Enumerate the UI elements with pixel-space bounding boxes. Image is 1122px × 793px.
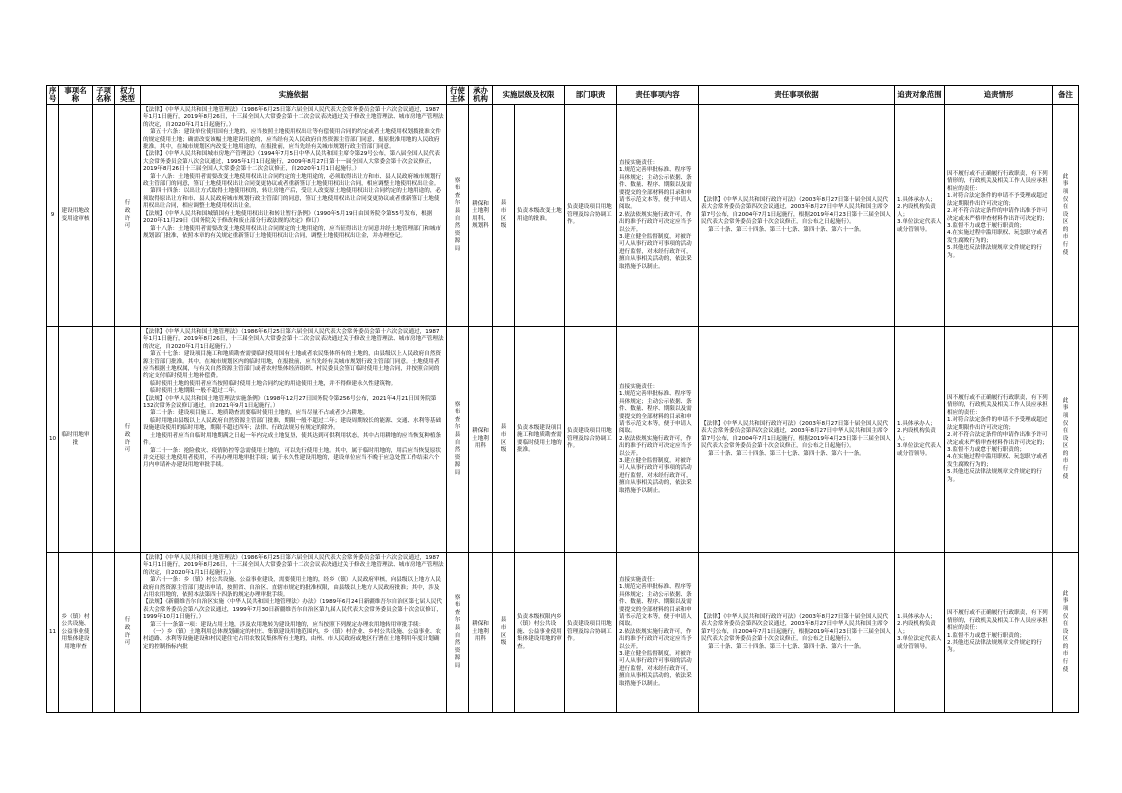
row-basis: 【法律】《中华人民共和国土地管理法》（1986年6月25日第六届全国人民代表大会常务委员会第十六次会议通过，1987年1月1日施行，2019年8月26日，十三届全国人大常委会第十二次会议表决通过关于修改土地管理法、城市房地产管理法的决定，自2020年1月1日起施行。） 第五十六条：建设单位使用国有土地的，应当按照土地使用权出让等有偿使用合同的约定或者土地使用权划拨批准文件的规定使用土地；确需改变该幅土地建设用途的，应当经有关人民政府自然资源主管部门同意，报原批准用地的人民政府批准。其中，在城市规划区内改变土地用途的，在报批前，应当先经有关城市规划行政主管部门同意。 【法律】《中华人民共和国城市房地产管理法》（1994年7月5日中华人民共和国主席令第29号公布，第八届全国人民代表大会常务委员会第八次会议通过，1995年1月1日起施行，2009年8月27日第十一届全国人大常委会第十次会议修正，2019年8月26日十三届全国人大常委会第十二次会议修正，自2020年1月1日起施行。） 第十八条：土地使用者需要改变土地使用权出让合同约定的土地用途的，必须取得出让方和市、县人民政府城市规划行政主管部门的同意，签订土地使用权出让合同变更协议或者重新签订土地使用权出让合同，相应调整土地使用权出让金。 第四十四条：以出让方式取得土地使用权的，转让房地产后，受让人改变原土地使用权出让合同约定的土地用途的，必须取得原出让方和市、县人民政府城市规划行政主管部门的同意，签订土地使用权出让合同变更协议或者重新签订土地使用权出让合同，相应调整土地使用权出让金。 【法规】《中华人民共和国城镇国有土地使用权出让和转让暂行条例》（1990年5月19日由国务院令第55号发布，根据2020年11月29日《国务院关于修改和废止部分行政法规的决定》修订） 第十八条：土地使用者需要改变土地使用权出让合同规定的土地用途的，应当征得出让方同意并经土地管理部门和城市规划部门批准，依照本章的有关规定重新签订土地使用权出让合同，调整土地使用权出让金，并办理登记。 [141,105,447,327]
row-type: 行政许可 [124,424,131,454]
row-scope: 1.具体承办人； 2.内设机构负责人； 3.单位法定代表人或分管领导。 [895,553,945,713]
row-agency: 耕保和土地利用科 [469,327,493,553]
header-sub: 子项名称 [93,86,115,105]
row-duty: 负责建设项目用地管理及综合协调工作。 [565,105,617,327]
header-cases: 追责情形 [945,86,1053,105]
row-duty: 负责建设项目用地管理及综合协调工作。 [565,553,617,713]
table-row [47,553,1079,713]
table-header-row [47,86,1079,105]
row-type: 行政许可 [124,200,131,230]
row-scope: 1.具体承办人； 2.内设机构负责人； 3.单位法定代表人或分管领导。 [895,105,945,327]
row-note: 此事项仅在设区的市行使 [1062,397,1069,480]
row-agency: 耕保和土地利用科 [469,553,493,713]
header-level: 实施层级及权限 [493,86,565,105]
row-no: 10 [47,327,59,553]
header-type: 权力类型 [115,86,141,105]
row-content: 直接实施责任： 1.规范完善审批标准、程序等具体规定；主动公示依据、条件、数量、程序、期限以及需要提交的全部材料的目录和申请书示范文本等，便于申请人阅取。 2.依法依规实施行政许可，作出的准予行政许可决定应当予以公开。 3.建立健全监督制度，对被许可人从事行政许可事项的活动进行监督，对未经行政许可，擅自从事相关活动的，依法采取措施予以制止。 [617,105,699,327]
row-subject: 察布查尔县自然资源局 [454,594,461,669]
row-note: 此事项仅在设区的市行使 [1062,590,1069,673]
header-basis: 实施依据 [141,86,447,105]
header-agency: 承办机构 [469,86,493,105]
row-type: 行政许可 [124,617,131,647]
power-list-table [46,85,1079,713]
header-resp-basis: 责任事项依据 [699,86,895,105]
row-no: 9 [47,105,59,327]
header-name: 事项名称 [59,86,93,105]
row-agency: 耕保和土地利用科、规划科 [469,105,493,327]
row-note: 此事项仅在设区的市行使 [1062,173,1069,256]
row-subject: 察布查尔县自然资源局 [454,177,461,252]
row-resp-basis: 【法律】《中华人民共和国行政许可法》（2003年8月27日第十届全国人民代表大会常务委员会第四次会议通过，2003年8月27日中华人民共和国主席令第7号公布，自2004年7月1日起施行，根据2019年4月23日第十三届全国人民代表大会常务委员会第十次会议修正，自公布之日起施行）。 第三十条、第三十四条、第三十七条、第四十条、第六十一条。 [699,327,895,553]
row-cases: 因不履行或不正确履行行政职责，有下列情形的，行政机关及相关工作人员应承担相应的责任： 1.监督不力或怠于履行职责的； 2.其他违反法律法规规章文件规定的行为。 [945,553,1053,713]
header-scope: 追责对象范围 [895,86,945,105]
row-content: 直接实施责任： 1.规范完善审批标准、程序等具体规定；主动公示依据、条件、数量、程序、期限以及需要提交的全部材料的目录和申请书示范文本等，便于申请人阅取。 2.依法依规实施行政许可，作出的准予行政许可决定应当予以公开。 3.建立健全监督制度，对被许可人从事行政许可事项的活动进行监督，对未经行政许可，擅自从事相关活动的，依法采取措施予以制止。 [617,327,699,553]
row-scope: 1.具体承办人； 2.内设机构负责人； 3.单位法定代表人或分管领导。 [895,327,945,553]
row-resp-basis: 【法律】《中华人民共和国行政许可法》（2003年8月27日第十届全国人民代表大会常务委员会第四次会议通过，2003年8月27日中华人民共和国主席令第7号公布，自2004年7月1日起施行，根据2019年4月23日第十三届全国人民代表大会常务委员会第十次会议修正，自公布之日起施行）。 第三十条、第三十四条、第三十七条、第四十条、第六十一条。 [699,105,895,327]
row-level-auth: 负责本级权限内乡（镇）村公共设施、公益事业使用集体建设用地的审查。 [515,553,565,713]
row-cases: 因不履行或不正确履行行政职责，有下列情形的，行政机关及相关工作人员应承担相应的责任： 1.对符合法定条件的申请不予受理或超过法定期限作出许可决定的； 2.对不符合法定条件的申请作出准予许可决定或未严格审查材料作出许可决定的； 3.监督不力或怠于履行职责的； 4.在实施过程中滥用职权、玩忽职守或者发生腐败行为的； 5.其他违反法律法规规章文件规定的行为。 [945,105,1053,327]
row-sub [93,105,115,327]
row-duty: 负责建设项目用地管理及综合协调工作。 [565,327,617,553]
table-row [47,105,1079,327]
row-name: 临时用地审批 [59,327,93,553]
document-page [46,85,1079,713]
row-resp-basis: 【法律】《中华人民共和国行政许可法》（2003年8月27日第十届全国人民代表大会常务委员会第四次会议通过，2003年8月27日中华人民共和国主席令第7号公布，自2004年7月1日起施行，根据2019年4月23日第十三届全国人民代表大会常务委员会第十次会议修正，自公布之日起施行）。 第三十条、第三十四条、第三十七条、第四十条、第六十一条。 [699,553,895,713]
header-duty: 部门职责 [565,86,617,105]
row-level: 县市区级 [500,200,507,230]
row-level: 县市区级 [500,617,507,647]
row-level-auth: 负责本级建设项目施工和地质勘查需要临时使用土地的批准。 [515,327,565,553]
row-basis: 【法律】《中华人民共和国土地管理法》（1986年6月25日第六届全国人民代表大会常务委员会第十六次会议通过，1987年1月1日施行，2019年8月26日，十三届全国人大常委会第十二次会议表决通过关于修改土地管理法、城市房地产管理法的决定，自2020年1月1日起施行。） 第五十七条：建设项目施工和地质勘查需要临时使用国有土地或者农民集体所有的土地的，由县级以上人民政府自然资源主管部门批准。其中，在城市规划区内的临时用地，在报批前，应当先经有关城市规划行政主管部门同意。土地使用者应当根据土地权属，与有关自然资源主管部门或者农村集体经济组织、村民委员会签订临时使用土地合同，并按照合同的约定支付临时使用土地补偿费。 临时使用土地的使用者应当按照临时使用土地合同约定的用途使用土地，并不得修建永久性建筑物。 临时使用土地期限一般不超过二年。 【法规】《中华人民共和国土地管理法实施条例》（1998年12月27日国务院令第256号公布，2021年4月21日国务院第132次常务会议修订通过，自2021年9月1日起施行。） 第二十条：建设项目施工、地质勘查需要临时使用土地的，应当尽量不占或者少占耕地。 临时用地由县级以上人民政府自然资源主管部门批准，期限一般不超过二年；建设周期较长的能源、交通、水利等基础设施建设使用的临时用地，期限不超过四年；法律、行政法规另有规定的除外。 土地使用者应当自临时用地期满之日起一年内完成土地复垦，使其达到可供利用状态，其中占用耕地的应当恢复种植条件。 第二十一条：抢险救灾、疫情防控等急需使用土地的，可以先行使用土地。其中，属于临时用地的，用后应当恢复原状并交还原土地使用者使用，不再办理用地审批手续；属于永久性建设用地的，建设单位应当不晚于应急处置工作结束六个月内申请补办建设用地审批手续。 [141,327,447,553]
row-level: 县市区级 [500,424,507,454]
row-name: 乡（镇）村公共设施、公益事业使用集体建设用地审查 [59,553,93,713]
row-level-auth: 负责本级改变土地用途的批准。 [515,105,565,327]
row-basis: 【法律】《中华人民共和国土地管理法》（1986年6月25日第六届全国人民代表大会常务委员会第十六次会议通过，1987年1月1日施行，2019年8月26日，十三届全国人大常委会第十二次会议表决通过关于修改土地管理法、城市房地产管理法的决定，自2020年1月1日起施行。） 第六十一条：乡（镇）村公共设施、公益事业建设，需要使用土地的，经乡（镇）人民政府审核，向县级以上地方人民政府自然资源主管部门提出申请，按照省、自治区、直辖市规定的批准权限，由县级以上地方人民政府批准；其中，涉及占用农用地的，依照本法第四十四条的规定办理审批手续。 【法规】《新疆维吾尔自治区实施〈中华人民共和国土地管理法〉办法》（1989年6月24日新疆维吾尔自治区第七届人民代表大会常务委员会第八次会议通过，1999年7月30日新疆维吾尔自治区第九届人民代表大会常务委员会第十次会议修订，1999年10月1日施行。） 第三十一条第一项：建设占用土地，涉及农用地转为建设用地的，应当按照下列规定办理农用地转用审批手续： （一）乡（镇）土地利用总体规划确定的村庄、集镇建设用地范围内，乡（镇）村企业、乡村公共设施、公益事业、农村道路、水利等设施建设和村民建住宅占用农牧民集体所有土地的，由州、市人民政府或地区行署在土地利用年度计划确定的控制指标内批 [141,553,447,713]
row-name: 建设用地改变用途审核 [59,105,93,327]
table-row [47,327,1079,553]
row-sub [93,553,115,713]
header-note: 备注 [1053,86,1079,105]
header-no: 序号 [47,86,59,105]
row-sub [93,327,115,553]
row-cases: 因不履行或不正确履行行政职责，有下列情形的，行政机关及相关工作人员应承担相应的责任： 1.对符合法定条件的申请不予受理或超过法定期限作出许可决定的； 2.对不符合法定条件的申请作出准予许可决定或未严格审查材料作出许可决定的； 3.监督不力或怠于履行职责的； 4.在实施过程中滥用职权、玩忽职守或者发生腐败行为的； 5.其他违反法律法规规章文件规定的行为。 [945,327,1053,553]
header-subject: 行使主体 [447,86,469,105]
row-no: 11 [47,553,59,713]
row-content: 直接实施责任： 1.规范完善审批标准、程序等具体规定；主动公示依据、条件、数量、程序、期限以及需要提交的全部材料的目录和申请书示范文本等，便于申请人阅取。 2.依法依规实施行政许可，作出的准予行政许可决定应当予以公开。 3.建立健全监督制度，对被许可人从事行政许可事项的活动进行监督，对未经行政许可，擅自从事相关活动的，依法采取措施予以制止。 [617,553,699,713]
header-content: 责任事项内容 [617,86,699,105]
row-subject: 察布查尔县自然资源局 [454,401,461,476]
